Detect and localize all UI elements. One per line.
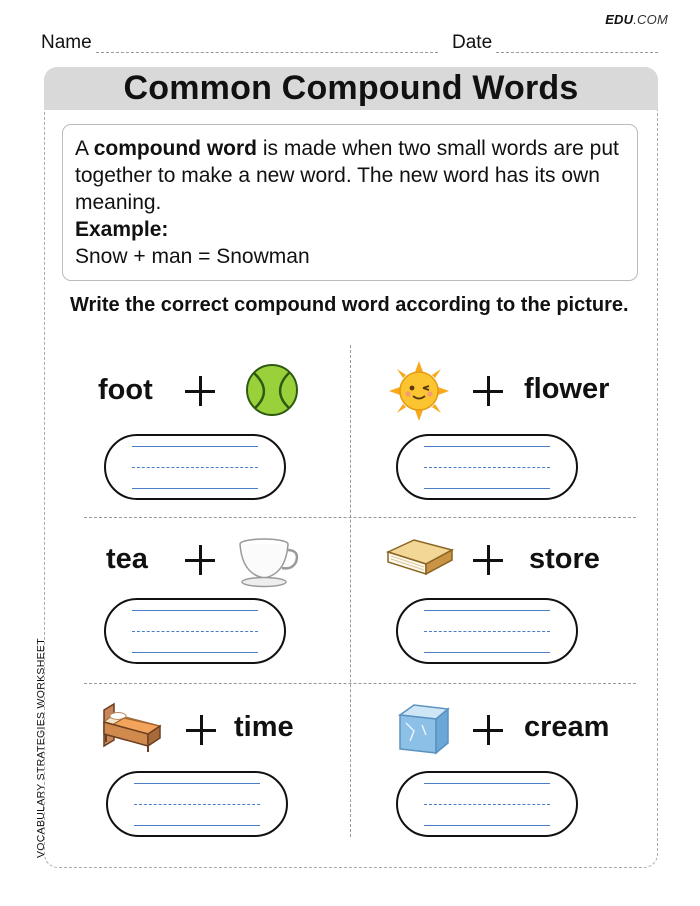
title-bar [44,67,658,110]
tennis-ball-icon [245,363,299,417]
problem-word: foot [98,374,153,406]
teacup-icon [236,536,302,590]
problem-word: store [529,543,600,575]
definition-box [62,124,638,281]
name-label: Name [41,32,92,53]
column-divider [350,345,351,837]
answer-box[interactable] [396,434,578,500]
row-divider [84,517,636,518]
answer-box[interactable] [396,771,578,837]
example-text: Snow + man = Snowman [75,245,310,268]
page-title: Common Compound Words [123,69,579,107]
answer-box[interactable] [104,598,286,664]
side-label: VOCABULARY STRATEGIES WORKSHEET [35,638,47,858]
plus-icon [473,545,503,575]
sun-icon [388,360,450,422]
plus-icon [185,376,215,406]
instruction-text: Write the correct compound word according to the picture. [70,294,629,316]
problem-word: tea [106,543,148,575]
problem-word: time [234,711,294,743]
answer-box[interactable] [396,598,578,664]
brand-logo: EDU.COM [605,12,668,27]
row-divider [84,683,636,684]
answer-box[interactable] [106,771,288,837]
plus-icon [473,715,503,745]
answer-box[interactable] [104,434,286,500]
ice-cube-icon [396,701,452,757]
plus-icon [185,545,215,575]
plus-icon [186,715,216,745]
definition-term: compound word [93,137,258,160]
definition-text: A compound word is made when two small words are put together to make a new word. The new word has its own meaning. [75,137,619,214]
book-icon [384,536,456,580]
example-label: Example: [75,218,169,241]
plus-icon [473,376,503,406]
problem-word: cream [524,711,610,743]
date-field[interactable] [496,52,658,53]
problem-word: flower [524,373,610,405]
date-label: Date [452,32,493,53]
bed-icon [98,700,170,756]
name-field[interactable] [96,52,438,53]
